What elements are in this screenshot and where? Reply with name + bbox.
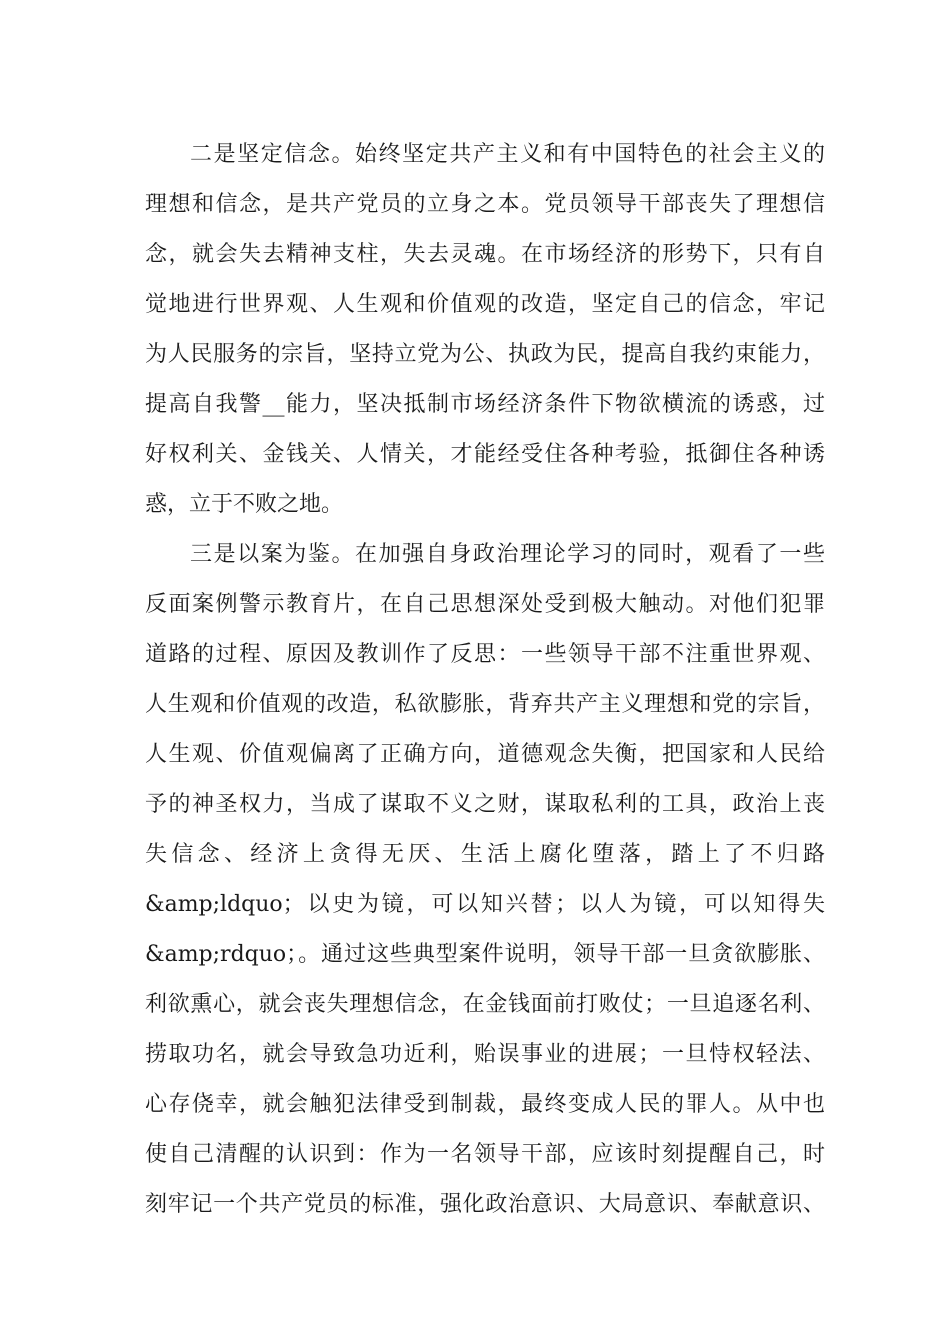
- text-line: 提高自我警__能力，坚决抵制市场经济条件下物欲横流的诱惑，过: [145, 392, 825, 417]
- text-line: 失信念、经济上贪得无厌、生活上腐化堕落，踏上了不归路: [145, 842, 825, 867]
- text-line: 道路的过程、原因及教训作了反思：一些领导干部不注重世界观、: [145, 642, 825, 667]
- text-line: 好权利关、金钱关、人情关，才能经受住各种考验，抵御住各种诱: [145, 442, 825, 467]
- text-line: 予的神圣权力，当成了谋取不义之财，谋取私利的工具，政治上丧: [145, 792, 825, 817]
- text-line: 念，就会失去精神支柱，失去灵魂。在市场经济的形势下，只有自: [145, 242, 825, 267]
- text-line: 人生观和价值观的改造，私欲膨胀，背弃共产主义理想和党的宗旨，: [145, 692, 825, 717]
- document-body: [145, 130, 825, 1230]
- text-line: &amp;rdquo；。通过这些典型案件说明，领导干部一旦贪欲膨胀、: [145, 942, 825, 967]
- text-line: 为人民服务的宗旨，坚持立党为公、执政为民，提高自我约束能力，: [145, 342, 825, 367]
- text-line: 惑，立于不败之地。: [145, 492, 344, 517]
- text-line: &amp;ldquo；以史为镜，可以知兴替；以人为镜，可以知得失: [145, 892, 825, 917]
- text-line: 三是以案为鉴。在加强自身政治理论学习的同时，观看了一些: [190, 542, 825, 567]
- text-line: 觉地进行世界观、人生观和价值观的改造，坚定自己的信念，牢记: [145, 292, 825, 317]
- text-line: 利欲熏心，就会丧失理想信念，在金钱面前打败仗；一旦追逐名利、: [145, 992, 825, 1017]
- text-line: 人生观、价值观偏离了正确方向，道德观念失衡，把国家和人民给: [145, 742, 825, 767]
- text-line: 使自己清醒的认识到：作为一名领导干部，应该时刻提醒自己，时: [145, 1142, 825, 1167]
- text-line: 捞取功名，就会导致急功近利，贻误事业的进展；一旦恃权轻法、: [145, 1042, 825, 1067]
- text-line: 刻牢记一个共产党员的标准，强化政治意识、大局意识、奉献意识、: [145, 1192, 825, 1217]
- text-line: 反面案例警示教育片，在自己思想深处受到极大触动。对他们犯罪: [145, 592, 825, 617]
- text-line: 理想和信念，是共产党员的立身之本。党员领导干部丧失了理想信: [145, 192, 825, 217]
- text-line: 心存侥幸，就会触犯法律受到制裁，最终变成人民的罪人。从中也: [145, 1092, 825, 1117]
- text-line: 二是坚定信念。始终坚定共产主义和有中国特色的社会主义的: [190, 142, 825, 167]
- paragraph-2: [145, 130, 825, 530]
- paragraph-3: [145, 530, 825, 1230]
